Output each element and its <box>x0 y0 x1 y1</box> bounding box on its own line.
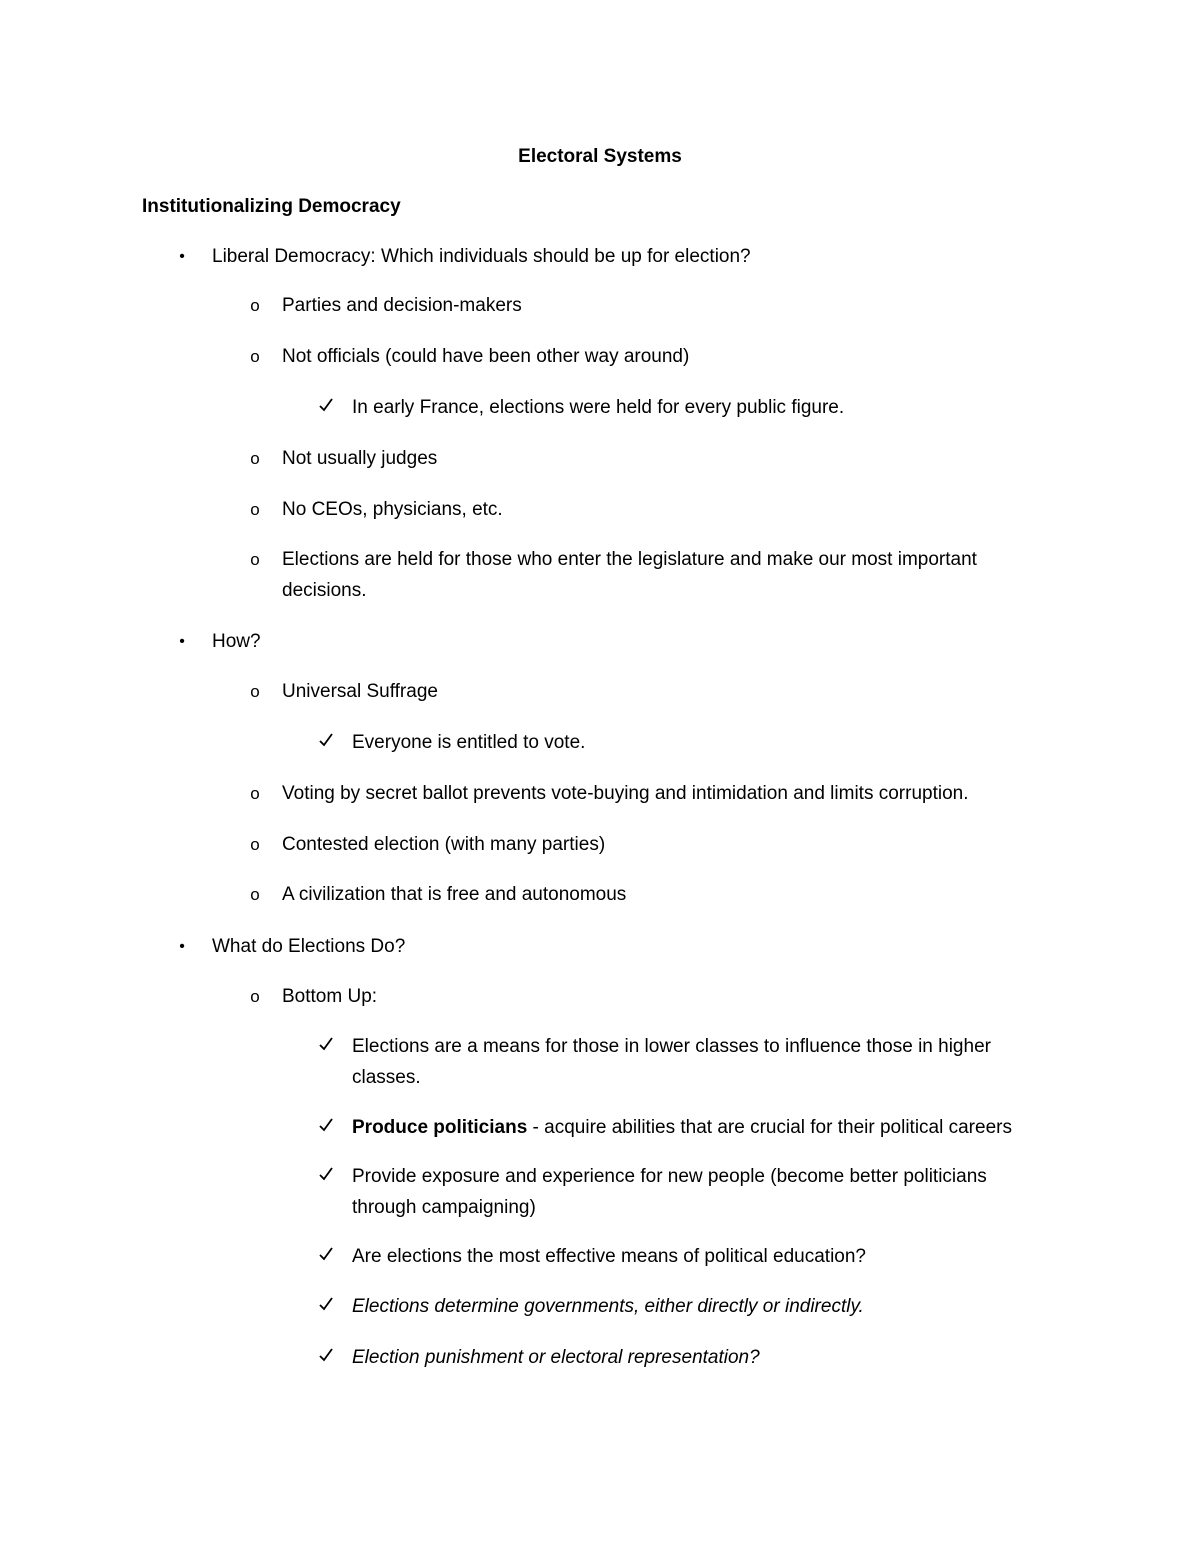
check-item-text <box>352 1112 1052 1143</box>
bold-term: Produce politicians <box>352 1117 528 1138</box>
sub-item-text: Not officials (could have been other way around) <box>282 346 690 367</box>
sub-bullet-icon: o <box>250 987 260 1006</box>
sub-item-text: Elections are held for those who enter the legislature and make our most important decisions. <box>282 549 977 601</box>
check-item-text: Elections determine governments, either directly or indirectly. <box>352 1296 864 1317</box>
checkmark-icon <box>316 392 336 423</box>
bullet-text: What do Elections Do? <box>212 936 406 957</box>
check-item-text: Election punishment or electoral representation? <box>352 1347 760 1368</box>
sub-item-text: Bottom Up: <box>282 986 378 1007</box>
bullet-icon: • <box>179 938 185 955</box>
check-item-text: Everyone is entitled to vote. <box>352 732 586 753</box>
sub-bullet-icon: o <box>250 550 260 569</box>
term-description: - acquire abilities that are crucial for their political careers <box>527 1117 1012 1138</box>
bullet-text: How? <box>212 631 261 652</box>
check-item-text: Are elections the most effective means of political education? <box>352 1246 866 1267</box>
check-item-text: Elections are a means for those in lower classes to influence those in higher classes. <box>352 1036 991 1088</box>
section-heading: Institutionalizing Democracy <box>142 196 401 217</box>
sub-item-text: Parties and decision-makers <box>282 295 522 316</box>
document-title: Electoral Systems <box>518 146 682 167</box>
sub-bullet-icon: o <box>250 449 260 468</box>
bullet-icon: • <box>179 248 185 265</box>
bullet-text: Liberal Democracy: Which individuals should be up for election? <box>212 246 751 267</box>
checkmark-icon <box>316 1291 336 1322</box>
sub-bullet-icon: o <box>250 682 260 701</box>
checkmark-icon <box>316 1342 336 1373</box>
sub-bullet-icon: o <box>250 784 260 803</box>
check-item-text: In early France, elections were held for every public figure. <box>352 397 845 418</box>
bullet-icon: • <box>179 633 185 650</box>
checkmark-icon <box>316 1031 336 1062</box>
checkmark-icon <box>316 1161 336 1192</box>
checkmark-icon <box>316 727 336 758</box>
sub-bullet-icon: o <box>250 500 260 519</box>
sub-bullet-icon: o <box>250 296 260 315</box>
sub-bullet-icon: o <box>250 885 260 904</box>
check-item-text: Provide exposure and experience for new people (become better politicians through campaigning) <box>352 1166 987 1218</box>
sub-item-text: Contested election (with many parties) <box>282 834 606 855</box>
sub-bullet-icon: o <box>250 835 260 854</box>
sub-item-text: No CEOs, physicians, etc. <box>282 499 503 520</box>
sub-item-text: A civilization that is free and autonomous <box>282 884 627 905</box>
checkmark-icon <box>316 1241 336 1272</box>
sub-bullet-icon: o <box>250 347 260 366</box>
sub-item-text: Not usually judges <box>282 448 438 469</box>
checkmark-icon <box>316 1112 336 1143</box>
sub-item-text: Voting by secret ballot prevents vote-buying and intimidation and limits corruption. <box>282 783 969 804</box>
sub-item-text: Universal Suffrage <box>282 681 438 702</box>
